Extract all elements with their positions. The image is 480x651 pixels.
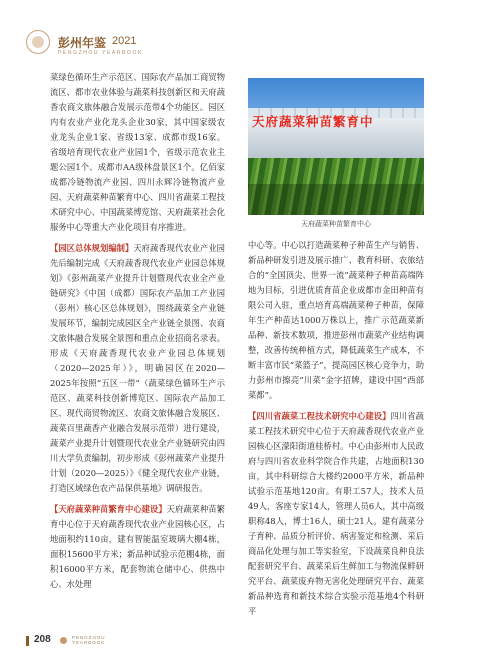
section-body-seedling: 天府蔬菜种苗繁育中心位于天府蔬香现代农业产业园核心区，占地面积约110亩，建有智能温室玻璃大棚4栋，面积15600平方米；新品种试验示范棚4栋，面积16000平方米，配套物流仓储中心、供热中心、水处理 [50, 504, 225, 589]
field-shade [248, 184, 424, 215]
section-body-planning: 天府蔬香现代农业产业园先后编制完成《天府蔬香现代农业产业园总体规划》《彭州蔬菜产业提升计划暨现代农业全产业链研究》《中国（成都）国际农产品加工产业园（彭州）核心区总体规划》，围绕蔬菜全产业链发展环节，编制完成园区全产业链全景图、农商文旅体融合发展全景图和重点企业招商名录表。形成《天府蔬香现代农业产业园总体规划（2020—2025年）》，明确园区在2020—2025年按照“五区一带”（蔬菜绿色循环生产示范区、蔬菜科技创新博览区、国际农产品加工区、现代商贸物流区、农商文旅体融合发展区、蔬菜百里蔬香产业融合发展示范带）进行建设，蔬菜产业提升计划暨现代农业全产业链研究由四川大学负责编制，初步形成《彭州蔬菜产业提升计划（2020—2025）》《健全现代农业产业链，打造区域绿色农产品保供基地》调研报告。 [50, 243, 225, 493]
footer-subtitle [72, 635, 106, 645]
section-heading-planning: 【园区总体规划编制】 [50, 243, 134, 253]
yearbook-title: 彭州年鉴 [58, 36, 107, 50]
page-number: 208 [34, 634, 51, 645]
section-planning [50, 241, 225, 496]
footer-subtitle-line1: PENGZHOU [72, 635, 106, 640]
section-research [248, 409, 424, 619]
section-body-research: 四川省蔬菜工程技术研究中心位于天府蔬香现代农业产业园核心区濛阳街道桂桥村。中心由彭州市人民政府与四川省农业科学院合作共建，占地面积130亩，其中科研综合大楼约2000平方米，新品种试验示范基地120亩。有职工57人，技术人员49人，客座专家14人，管理人员6人，其中高级职称48人，博士16人，硕士21人。建有蔬菜分子育种、品质分析评价、病害鉴定和检测、采后商品化处理与加工等实验室，下设蔬菜良种良法配套研究平台、蔬菜采后生鲜加工与物流保鲜研究平台、蔬菜废弃物无害化处理研究平台、蔬菜新品种选育和新技术综合实验示范基地4个科研平 [248, 411, 424, 616]
paragraph-intro: 菜绿色循环生产示范区、国际农产品加工商贸物流区、都市农业体验与蔬菜科技创新区和天府蔬香农商文旅体融合发展示范带4个功能区。园区内有农业产业化龙头企业30家，其中国家级农业龙头企业1家、省级13家、成都市级16家。省级培育现代农业产业园1个，省级示范农业主题公园1个、成都市AA级林盘景区1个。亿佰家成都冷链物流产业园、四川永辉冷链物流产业园、天府蔬菜种苗繁育中心、四川省蔬菜工程技术研究中心、中国蔬菜博览馆、天府蔬菜社会化服务中心等重大产业化项目有序推进。 [50, 72, 225, 232]
left-column [50, 70, 225, 592]
seedling-center-photo [248, 78, 424, 215]
footer-bar [26, 636, 29, 646]
section-heading-research: 【四川省蔬菜工程技术研究中心建设】 [248, 411, 391, 421]
yearbook-year: 2021 [112, 35, 137, 47]
paragraph-center: 中心等。中心以打造蔬菜种子种苗生产与销售、新品种研发引进及展示推广、教育科研、农旅结合的“全国顶尖、世界一流”蔬菜种子种苗高端阵地为目标，引进优质育苗企业成都市金田种苗有限公司入驻，重点培育高端蔬菜种子种苗，保障年生产种苗达1000万株以上，推广示范蔬菜新品种、新技术数项，推进彭州市蔬菜产业结构调整，改善传统种植方式，降低蔬菜生产成本，不断丰富市民“菜篮子”，提高园区核心竞争力，助力彭州市擦亮“川菜”金字招牌，建设中国“西部菜都”。 [248, 240, 424, 400]
section-heading-seedling: 【天府蔬菜种苗繁育中心建设】 [50, 504, 167, 514]
section-seedling [50, 502, 225, 592]
yearbook-subtitle: PENGZHOU YEARBOOK [58, 50, 143, 56]
photo-sign-text: 天府蔬菜种苗繁育中 [252, 114, 374, 129]
right-column [248, 238, 424, 619]
footer-subtitle-line2: YEARBOOK [72, 640, 106, 645]
photo-caption: 天府蔬菜种苗繁育中心 [301, 220, 371, 228]
yearbook-logo-icon [26, 30, 52, 56]
footer-logo-icon [60, 637, 67, 644]
